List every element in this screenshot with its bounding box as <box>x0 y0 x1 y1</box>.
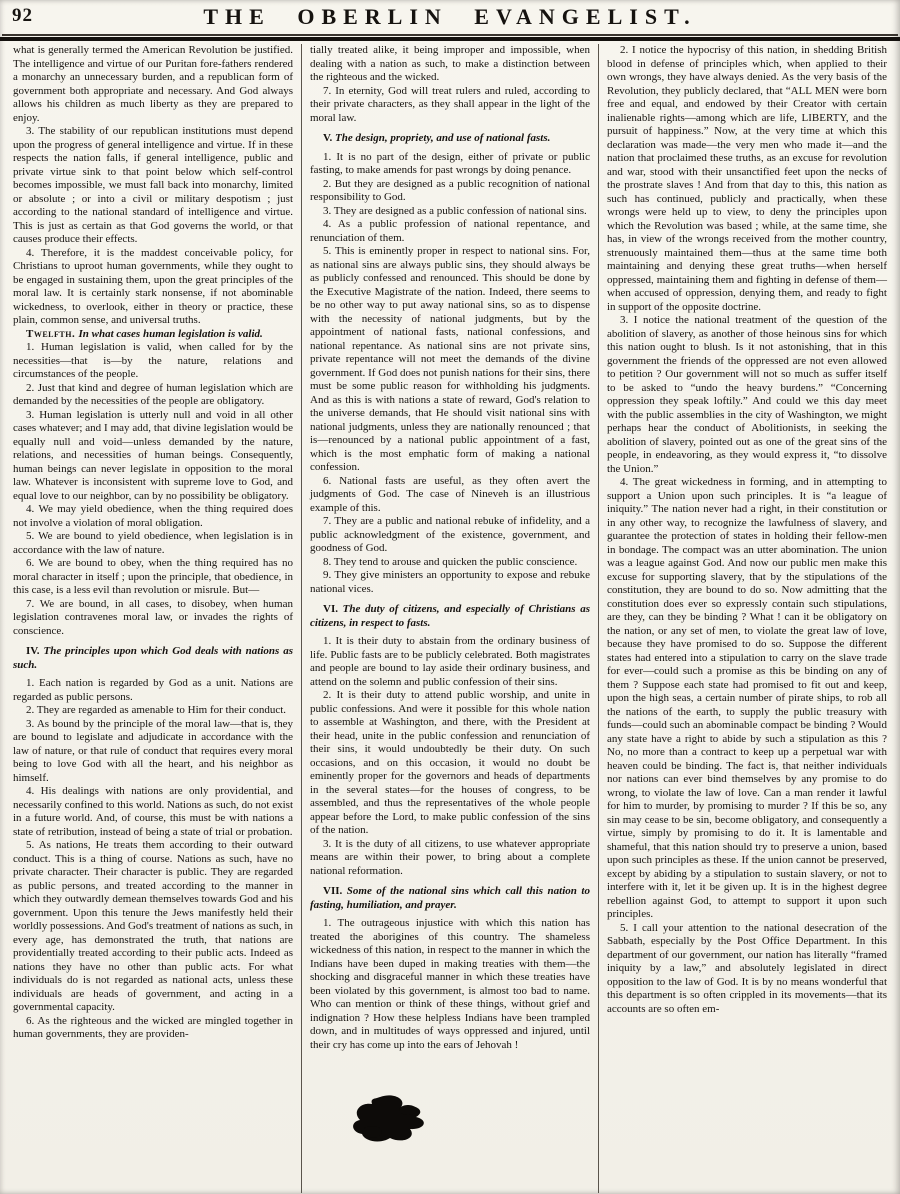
paragraph: 5. We are bound to yield obedience, when legislation is in accordance with the law of nature. <box>13 530 293 556</box>
paragraph: 4. Therefore, it is the maddest conceivable policy, for Christians to uproot human governments, while they ought to be engaged in sustaining them, upon the great principles of the moral law. It is certainly stark nonsense, if not abominable wickedness, to overlook, either in theory or practice, these plain, common sense, and universal truths. <box>13 246 293 326</box>
paragraph: 4. We may yield obedience, when the thing required does not involve a violation of moral obligation. <box>13 503 293 529</box>
paragraph: 3. As bound by the principle of the moral law—that is, they are bound to legislate and adjudicate in accordance with the law of nature, or that rule of conduct that requires every moral being to love God with all the heart, and his neighbor as himself. <box>13 717 293 784</box>
section-heading <box>310 885 590 912</box>
header-rule-thin <box>2 34 898 36</box>
paragraph: 1. Human legislation is valid, when called for by the necessities—that is—by the nature, relations and circumstances of the people. <box>13 341 293 380</box>
column-3 <box>598 44 895 1193</box>
paragraph: 6. National fasts are useful, as they often avert the judgments of God. The case of Nineveh is an illustrious example of this. <box>310 474 590 514</box>
section-heading-label: IV. <box>26 645 44 657</box>
paragraph: 1. Each nation is regarded by God as a unit. Nations are regarded as public persons. <box>13 677 293 703</box>
paragraph: 3. I notice the national treatment of the question of the abolition of slavery, as another of those heinous sins for which this nation ought to blush. Is it not astonishing, that in this government the friends of the oppressed are not even allowed to petition ? Our government will not so much as suffer itself to be asked to “undo the heavy burdens.” “Concerning oppression they speak loftily.” And could we this day meet with the public assemblies in the city of Washington, we might perhaps hear the conduct of Abolitionists, in seeking the abolition of slavery, pointed out as one of the great sins of the people, in endeavoring, as they would express it, “to dissolve the Union.” <box>607 314 887 475</box>
paragraph: 5. I call your attention to the national desecration of the Sabbath, especially by the Post Office Department. In this department of our government, our nation has literally “framed iniquity by a law,” and absolutely legislated in direct opposition to the law of God. It is by no means wonderful that this department is so often crippled in its movements—that its accounts are so often em- <box>607 921 887 1015</box>
column-2 <box>301 44 598 1193</box>
section-heading <box>13 645 293 672</box>
paragraph: 3. Human legislation is utterly null and void in all other cases whatever; and I may add, that divine legislation would be equally null and void—unless demanded by the nature, relations, and necessities of human beings. Consequently, human beings can never legislate in opposition to the moral law. Whatever is inconsistent with supreme love to God, and equal love to our neighbor, can by no possibility be obligatory. <box>13 408 293 502</box>
paragraph: 8. They tend to arouse and quicken the public conscience. <box>323 555 578 568</box>
section-heading-label: Twelfth. <box>26 327 79 340</box>
section-heading-title: The principles upon which God deals with nations as such. <box>13 645 294 671</box>
page-number: 92 <box>12 5 33 26</box>
section-heading-label: V. <box>323 132 336 144</box>
paragraph: 7. They are a public and national rebuke of infidelity, and a public acknowledgment of the existence, government, and goodness of God. <box>310 515 590 554</box>
masthead-title: THE OBERLIN EVANGELIST. <box>203 4 697 29</box>
paragraph: 5. As nations, He treats them according to their outward conduct. This is a thing of course. Nations as such, have no private character. Their character is public. They are regarded as public persons, and treated according to the manner in which they outwardly demean themselves towards God and his government. Upon this tenure the Jews manifestly held their worldly possessions. And God's treatment of nations as such, in every age, has demonstrated the truth, that nations are providentially treated according to their public acts. Indeed as nations they have no other than public acts. For what individuals do is not regarded as national acts, unless these individuals are heads of government, and acting in a governmental capacity. <box>13 839 293 1013</box>
paragraph: 4. The great wickedness in forming, and in attempting to support a Union upon such principles. It is “a league of iniquity.” The nation never had a right, in their constitution or in any other way, to recognize the lawfulness of slavery, and guarantee the protection of states in holding their fellow-men in bondage. The compact was an utter abomination. The union was a league against God. And now our public men make this excuse for supporting slavery, that by the stipulations of the constitution, they are bound to do so. Now admitting that the constitution does ever so expressly contain such stipulations, are they, can they be binding ? What ! can it be obligatory on the nation, or any set of men, to violate the great law of love, because they have promised to do so. Suppose the different states had entered into a stipulation to carry on the slave trade for ever—could such a promise as this be binding on any of them ? Suppose each state had promised to fit out and keep, upon the high seas, a certain number of pirate ships, to rob all the nations of the earth, to supply the public treasury with funds—could such an abominable compact be binding ? Would any state have a right to abide by such a stipulation as this ? No, no more than a contract to keep up a perpetual war with heaven could be binding. The fact is, that neither individuals nor nations can ever bind themselves by any promise to do wrong, to violate the law of love. Can a man render it lawful for him to murder, by promising to murder ? If this be so, any sin may cease to be sin, become obligatory, and consequently a virtue, simply by promising to do it. It is lamentable and shameful, that this nation should try to preserve a union, based upon such principles as these. If the union cannot be preserved, except by abiding by a stipulation to sustain slavery, or not to interfere with it, let it be given up. It is in the highest degree rebellion against God, to attempt to support it upon such principles. <box>607 476 887 920</box>
paragraph: 4. His dealings with nations are only providential, and necessarily confined to this world. Nations as such, do not exist in a future world. And, of course, this must be with nations a state of retribution, instead of being a state of trial or probation. <box>13 785 293 838</box>
paragraph: 1. The outrageous injustice with which this nation has treated the aborigines of this country. The shameless wickedness of this nation, in respect to the manner in which the Indians have been duped in making treaties with them—the shocking and disgraceful manner in which these treaties have been violated by this government, is almost too bad to name. Who can mention or think of these things, without grief and indignation ? How these helpless Indians have been trampled down, and in multitudes of ways oppressed and injured, until their cry has come up into the ears of Jehovah ! <box>310 917 590 1051</box>
paragraph: 6. As the righteous and the wicked are mingled together in human governments, they are providen- <box>13 1014 293 1040</box>
paragraph: 4. As a public profession of national repentance, and renunciation of them. <box>310 218 590 244</box>
paragraph: 2. But they are designed as a public recognition of national responsibility to God. <box>310 177 590 203</box>
paragraph: 2. I notice the hypocrisy of this nation, in shedding British blood in defense of principles which, when applied to their own wrongs, they have always denied. As the very basis of the Revolution, they publicly declared, that “ALL MEN were born free and equal, and endowed by their Creator with certain inalienable rights—among which are life, LIBERTY, and the pursuit of happiness.” Now, at the very time at which this declaration was made—the very men who made it—and the nation that proclaimed these truths, as an excuse for revolution and war, stood with their unsanctified feet upon the necks of the prostrate slaves ! And from that day to this, this nation as such has continued, publicly and practically, when these wrongs were held up to view, to deny the principles upon which the Revolution was based ; while, at the same time, she has, in view of the wrongs received from the mother country, strenuously maintained them—thus at the same time both maintaining and denying these great truths—when herself oppressed, maintaining them and fighting in defense of them—when accused of oppression, denying them, and ready to fight in support of the opposite doctrine. <box>607 44 887 313</box>
page-header <box>0 0 900 34</box>
section-heading-title: Some of the national sins which call this nation to fasting, humiliation, and prayer. <box>310 885 590 911</box>
paragraph: 1. It is their duty to abstain from the ordinary business of life. Public fasts are to be publicly celebrated. Both magistrates and people are bound to lay aside their ordinary business, and attend on the solemn and public confession of their sins. <box>310 635 590 688</box>
section-heading-label: VI. <box>323 603 343 615</box>
section-heading <box>310 603 590 630</box>
section-heading <box>13 328 293 342</box>
section-heading-title: In what cases human legislation is valid. <box>78 327 263 340</box>
paragraph: tially treated alike, it being improper and impossible, when dealing with a nation as such, to make a distinction between the righteous and the wicked. <box>310 44 590 83</box>
column-1 <box>5 44 301 1193</box>
paragraph: 7. In eternity, God will treat rulers and ruled, according to their private characters, as they shall appear in the light of the moral law. <box>310 84 590 124</box>
paragraph: 3. The stability of our republican institutions must depend upon the progress of general intelligence and virtue. If in these respects the nation falls, if general intelligence, public and private virtue sink to that point below which self-control becomes impossible, we must fall back into monarchy, limited or absolute ; or into a civil or military despotism ; just according to the national standard of intelligence and virtue. This is just as certain as that God governs the world, or that causes produce their effects. <box>13 125 293 245</box>
paragraph: 2. Just that kind and degree of human legislation which are demanded by the necessities of the people are obligatory. <box>13 381 293 407</box>
paragraph: 3. It is the duty of all citizens, to use whatever appropriate means are within their power, to bring about a complete national reformation. <box>310 837 590 877</box>
paragraph: 6. We are bound to obey, when the thing required has no moral character in itself ; upon the principle, that obedience, in this case, is a less evil than revolution or misrule. But— <box>13 557 293 596</box>
paragraph: 9. They give ministers an opportunity to expose and rebuke national vices. <box>310 569 590 595</box>
paragraph: 2. It is their duty to attend public worship, and unite in public confessions. And were it possible for this whole nation to assemble at Washington, and there, with the President at their head, unite in the public confession and renunciation of their sins, it would undoubtedly be their duty. On such occasions, and on this occasion, it would no doubt be eminently proper for the governors and heads of departments in the several states—for the houses of congress, to be assembled, and thus the representatives of the whole people appear before the Lord, to make public confession of the sins of the nation. <box>310 689 590 836</box>
ink-blot <box>350 1094 434 1144</box>
section-heading <box>310 132 590 146</box>
paragraph: 5. This is eminently proper in respect to national sins. For, as national sins are always public sins, they should always be as publicly confessed and renounced. This should be done by the Executive Magistrate of the nation. Indeed, there seems to be no other way to put away national sins, so as to dispense with the necessity of national judgments, but by the appointment of national fasts, national confessions, and national repentance. As national sins are not private sins, private repentance will not meet the demands of the divine government. If God does not punish nations for their sins, there must be some public reason for withholding his judgments. And as this is with nations a state of reward, God's relation to the universe demands, that He should visit national sins with national judgments, unless they are nationally renounced ; that is—renounced by a national public appointment of a fast, which is the most emphatic form of making a national confession. <box>310 245 590 473</box>
paragraph: what is generally termed the American Revolution be justified. The intelligence and virtue of our Puritan fore-fathers rendered a monarchy an unnecessary burden, and a republican form of government both appropriate and necessary. And God always allows his children as much liberty as they are prepared to enjoy. <box>13 44 293 124</box>
paragraph: 2. They are regarded as amenable to Him for their conduct. <box>26 704 287 716</box>
section-heading-label: VII. <box>323 885 347 897</box>
column-layout <box>0 41 900 1193</box>
paragraph: 1. It is no part of the design, either of private or public fasting, to make amends for past wrongs by doing penance. <box>310 150 590 176</box>
section-heading-title: The duty of citizens, and especially of Christians as citizens, in respect to fasts. <box>310 603 590 629</box>
paragraph: 3. They are designed as a public confession of national sins. <box>323 204 587 217</box>
paragraph: 7. We are bound, in all cases, to disobey, when human legislation contravenes moral law, or invades the rights of conscience. <box>13 597 293 637</box>
section-heading-title: The design, propriety, and use of national fasts. <box>335 132 551 144</box>
